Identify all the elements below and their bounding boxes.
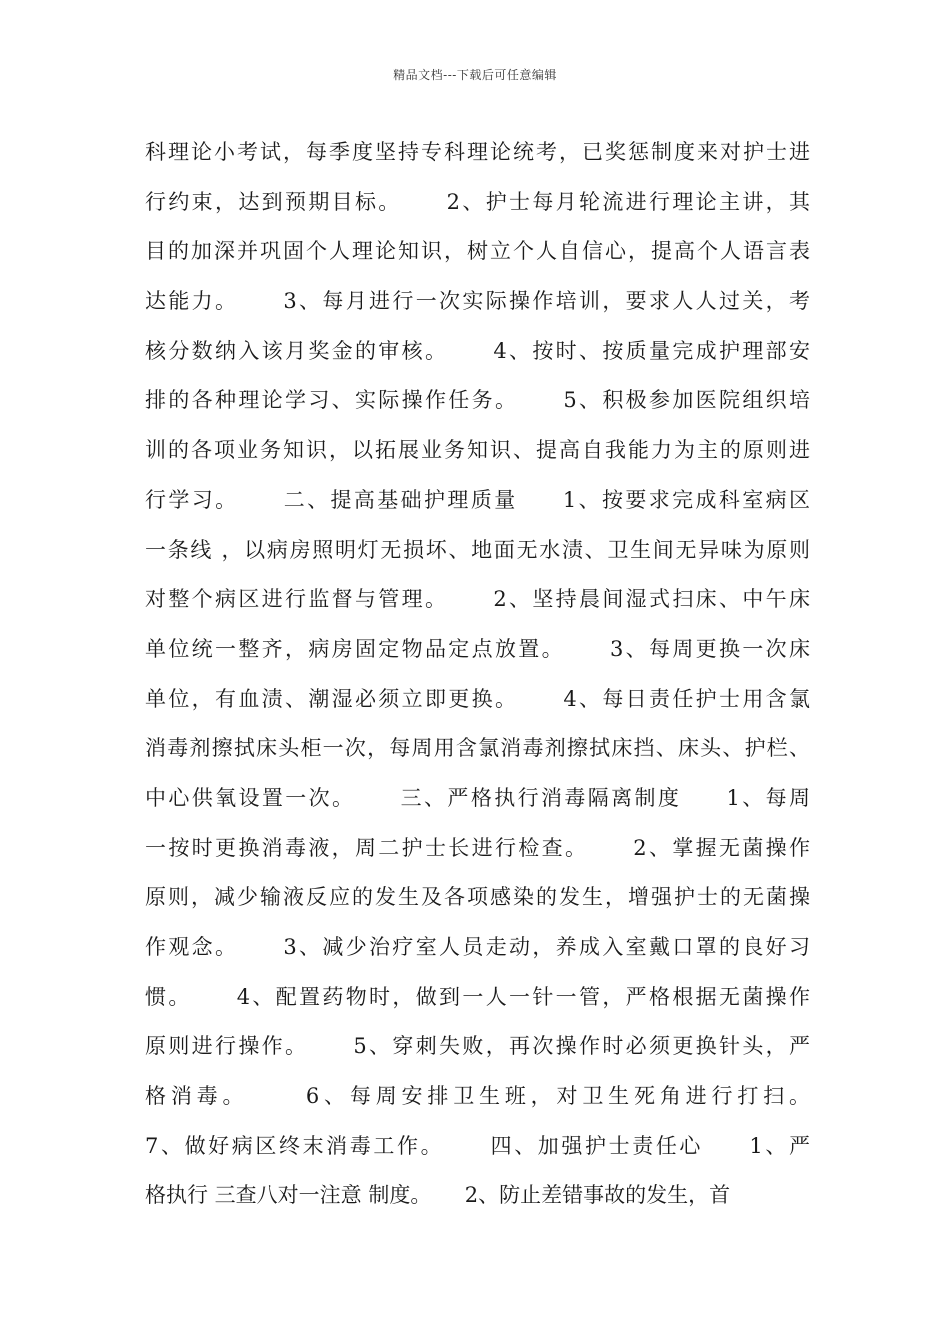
text-line: 格执行 三查八对一注意 制度。 2、防止差错事故的发生，首 [145, 1183, 731, 1208]
text-line: 一按时更换消毒液，周二护士长进行检查。 2、掌握无菌操作 [145, 835, 810, 860]
text-line: 单位统一整齐，病房固定物品定点放置。 3、每周更换一次床 [145, 636, 810, 661]
text-line: 达能力。 3、每月进行一次实际操作培训，要求人人过关，考 [145, 289, 810, 314]
text-line: 原则，减少输液反应的发生及各项感染的发生，增强护士的无菌操 [145, 885, 810, 910]
document-body [145, 128, 810, 1221]
text-line: 训的各项业务知识，以拓展业务知识、提高自我能力为主的原则进 [145, 438, 810, 463]
text-line: 格消毒。 6、每周安排卫生班，对卫生死角进行打扫。 [145, 1084, 810, 1109]
text-line: 行约束，达到预期目标。 2、护士每月轮流进行理论主讲，其 [145, 189, 810, 214]
text-line: 排的各种理论学习、实际操作任务。 5、积极参加医院组织培 [145, 388, 810, 413]
text-line: 7、做好病区终末消毒工作。 四、加强护士责任心 1、严 [145, 1133, 810, 1158]
text-line: 消毒剂擦拭床头柜一次，每周用含氯消毒剂擦拭床挡、床头、护栏、 [145, 736, 810, 761]
text-line: 对整个病区进行监督与管理。 2、坚持晨间湿式扫床、中午床 [145, 587, 810, 612]
text-line: 原则进行操作。 5、穿刺失败，再次操作时必须更换针头，严 [145, 1034, 810, 1059]
text-line: 一条线 ，以病房照明灯无损坏、地面无水渍、卫生间无异味为原则 [145, 537, 810, 562]
text-line: 单位，有血渍、潮湿必须立即更换。 4、每日责任护士用含氯 [145, 686, 810, 711]
page-header: 精品文档---下载后可任意编辑 [393, 68, 557, 82]
text-line: 科理论小考试，每季度坚持专科理论统考，已奖惩制度来对护士进 [145, 140, 810, 164]
text-line: 目的加深并巩固个人理论知识，树立个人自信心，提高个人语言表 [145, 239, 810, 264]
text-line: 作观念。 3、减少治疗室人员走动，养成入室戴口罩的良好习 [145, 935, 810, 959]
text-line: 惯。 4、配置药物时，做到一人一针一管，严格根据无菌操作 [145, 984, 810, 1009]
text-line: 核分数纳入该月奖金的审核。 4、按时、按质量完成护理部安 [145, 338, 810, 363]
text-line: 行学习。 二、提高基础护理质量 1、按要求完成科室病区 [145, 487, 810, 512]
text-line: 中心供氧设置一次。 三、严格执行消毒隔离制度 1、每周 [145, 785, 810, 810]
